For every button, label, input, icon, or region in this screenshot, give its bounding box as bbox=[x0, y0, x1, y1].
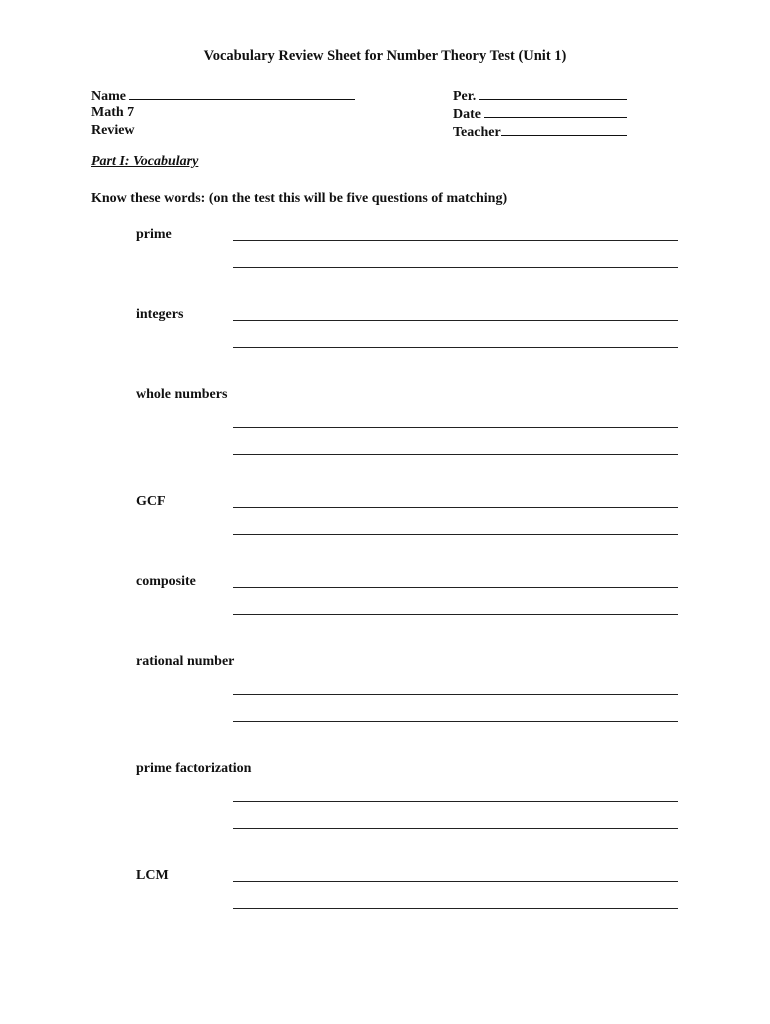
answer-line[interactable] bbox=[233, 267, 678, 268]
answer-line[interactable] bbox=[233, 347, 678, 348]
term-label: prime bbox=[136, 227, 172, 242]
answer-line[interactable] bbox=[233, 908, 678, 909]
term-label: composite bbox=[136, 574, 196, 589]
term-label: integers bbox=[136, 307, 184, 322]
term-label: prime factorization bbox=[136, 761, 252, 776]
date-field[interactable] bbox=[453, 104, 627, 124]
teacher-field[interactable] bbox=[453, 122, 627, 142]
answer-line[interactable] bbox=[233, 587, 678, 588]
answer-line[interactable] bbox=[233, 454, 678, 455]
document-title: Vocabulary Review Sheet for Number Theory Test (Unit 1) bbox=[203, 48, 567, 64]
instructions-text: Know these words: (on the test this will be five questions of matching) bbox=[91, 191, 508, 206]
date-label: Date bbox=[453, 107, 481, 122]
answer-line[interactable] bbox=[233, 614, 678, 615]
name-field[interactable] bbox=[91, 86, 355, 106]
answer-line[interactable] bbox=[233, 240, 678, 241]
answer-line[interactable] bbox=[233, 721, 678, 722]
section-title: Part I: Vocabulary bbox=[91, 154, 199, 169]
course-label: Math 7 bbox=[91, 105, 135, 120]
name-label: Name bbox=[91, 89, 126, 104]
teacher-label: Teacher bbox=[453, 125, 501, 140]
answer-line[interactable] bbox=[233, 694, 678, 695]
answer-line[interactable] bbox=[233, 881, 678, 882]
answer-line[interactable] bbox=[233, 507, 678, 508]
term-label: rational number bbox=[136, 654, 235, 669]
answer-line[interactable] bbox=[233, 320, 678, 321]
period-label: Per. bbox=[453, 89, 477, 104]
answer-line[interactable] bbox=[233, 534, 678, 535]
answer-line[interactable] bbox=[233, 828, 678, 829]
teacher-blank[interactable] bbox=[501, 122, 627, 136]
period-blank[interactable] bbox=[479, 86, 627, 100]
period-field[interactable] bbox=[453, 86, 627, 106]
review-label: Review bbox=[91, 123, 135, 138]
term-label: LCM bbox=[136, 868, 169, 883]
answer-line[interactable] bbox=[233, 427, 678, 428]
date-blank[interactable] bbox=[484, 104, 627, 118]
term-label: whole numbers bbox=[136, 387, 228, 402]
name-blank[interactable] bbox=[129, 86, 355, 100]
answer-line[interactable] bbox=[233, 801, 678, 802]
term-label: GCF bbox=[136, 494, 166, 509]
